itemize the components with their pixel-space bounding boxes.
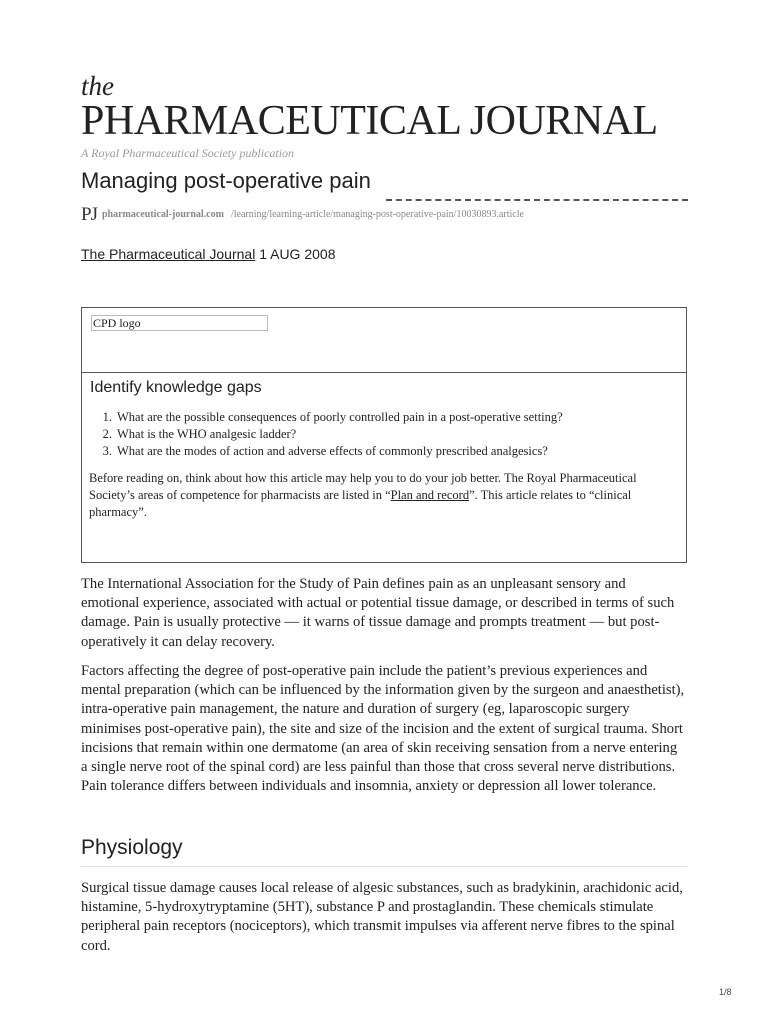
- page-number: 1/8: [719, 987, 732, 997]
- list-item-number: 1.: [102, 410, 112, 424]
- url-path: /learning/learning-article/managing-post-operative-pain/10030893.article: [231, 209, 524, 220]
- paragraph-factors: Factors affecting the degree of post-operative pain include the patient’s previous experiences and mental preparation (which can be influenced by the information given by the surgeon and anaesthetist), intra-operative pain management, the nature and duration of surgery (eg, laparoscopic surgery minimises post-operative pain), the site and size of the incision and the extent of surgical trauma. Short incisions that remain within one dermatome (an area of skin receiving sensation from a nerve entering a single nerve root of the spinal cord) are less painful than those that cross several nerve distributions. Pain tolerance differs between individuals and insomnia, anxiety or depression all lower tolerance.: [81, 663, 685, 795]
- list-item: [91, 426, 671, 443]
- plan-and-record-link[interactable]: Plan and record: [390, 488, 470, 502]
- title-divider: [386, 199, 688, 201]
- section-heading-physiology: Physiology: [81, 834, 687, 867]
- paragraph-physiology: Surgical tissue damage causes local release of algesic substances, such as bradykinin, arachidonic acid, histamine, 5-hydroxytryptamine (5HT), substance P and prostaglandin. These chemicals stimulate peripheral pain receptors (nociceptors), which transmit impulses via afferent nerve fibres to the spinal cord.: [81, 880, 683, 954]
- cpd-logo-cell: [82, 308, 686, 373]
- cpd-instructions-text: Before reading on, think about how this article may help you to do your job better. The Royal Pharmaceutical Society’s areas of competence for pharmacists are listed in “: [89, 471, 637, 502]
- byline-journal-link[interactable]: The Pharmaceutical Journal: [81, 246, 256, 262]
- list-item: [91, 409, 671, 426]
- list-item-text: What is the WHO analgesic ladder?: [117, 427, 297, 441]
- cpd-box: [81, 307, 687, 563]
- masthead-the: the: [81, 71, 114, 101]
- paragraph-definition: The International Association for the Study of Pain defines pain as an unpleasant sensory and emotional experience, associated with actual or potential tissue damage, or described in terms of such damage. Pain is usually protective — it warns of tissue damage and prompts treatment — but post-operatively it can delay recovery.: [81, 576, 675, 650]
- cpd-instructions: [89, 470, 677, 521]
- list-item-number: 3.: [102, 444, 112, 458]
- masthead-title: PHARMACEUTICAL JOURNAL: [81, 98, 658, 144]
- knowledge-gaps-heading: Identify knowledge gaps: [90, 379, 262, 396]
- byline: [81, 244, 335, 264]
- cpd-logo-image: CPD logo: [91, 315, 268, 331]
- article-title: Managing post-operative pain: [81, 168, 371, 193]
- journal-masthead[interactable]: [81, 66, 687, 162]
- list-item-text: What are the possible consequences of poorly controlled pain in a post-operative setting?: [117, 410, 563, 424]
- url-domain: pharmaceutical-journal.com: [102, 209, 224, 220]
- list-item-text: What are the modes of action and adverse effects of commonly prescribed analgesics?: [117, 444, 548, 458]
- byline-date: 1 AUG 2008: [259, 246, 336, 262]
- pj-logo-icon: PJ: [81, 204, 97, 225]
- knowledge-gaps-list: [91, 409, 671, 460]
- list-item-number: 2.: [102, 427, 112, 441]
- cpd-instructions-end: ”. This article relates to “clinical pharmacy”.: [89, 488, 632, 519]
- masthead-tagline: A Royal Pharmaceutical Society publication: [81, 146, 295, 160]
- list-item: [91, 443, 671, 460]
